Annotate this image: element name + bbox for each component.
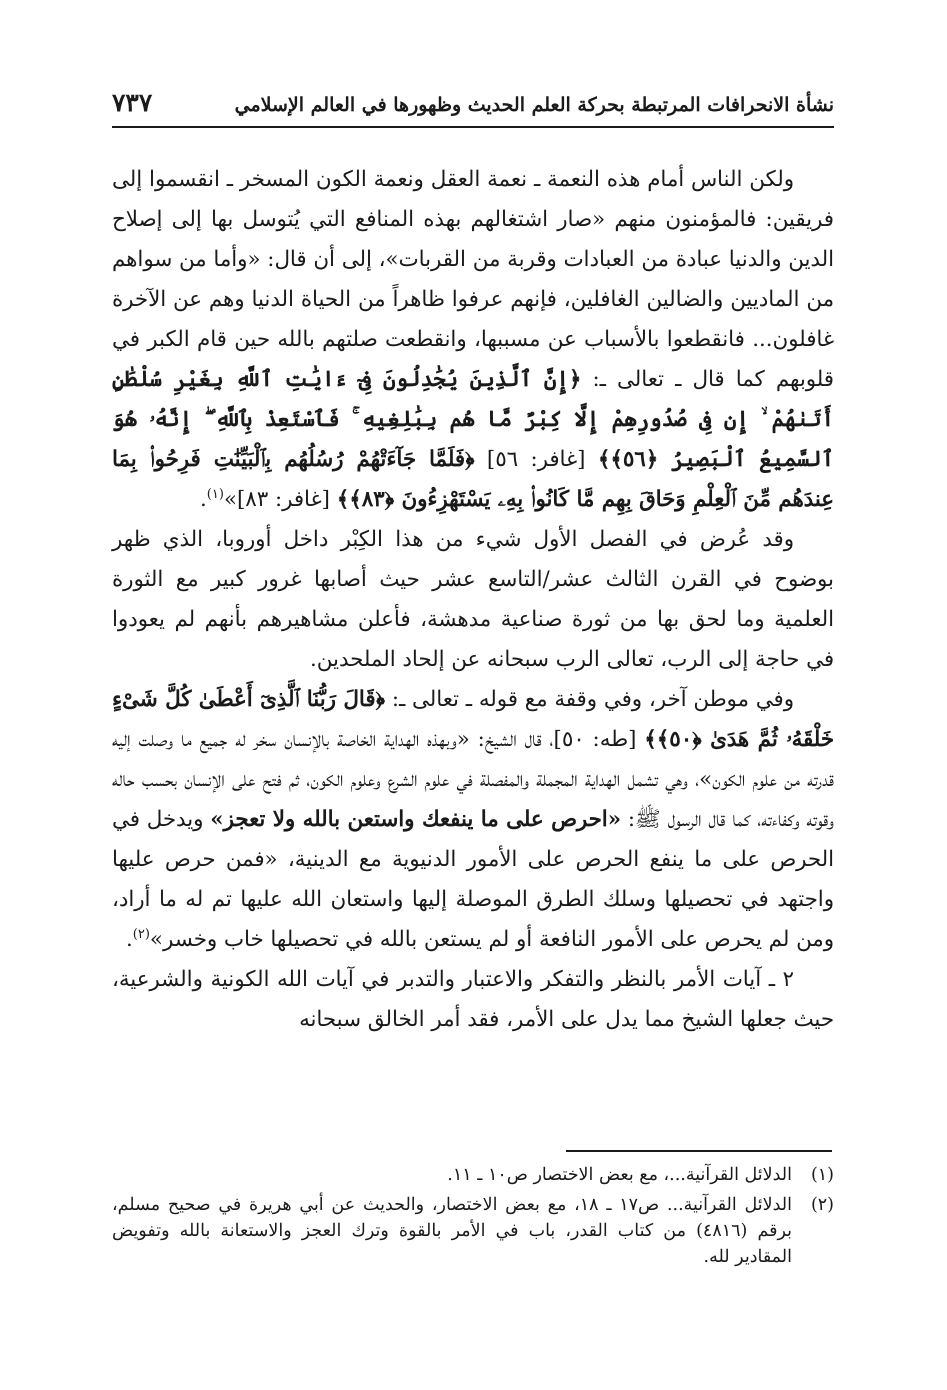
paragraph-3-start: وفي موطن آخر، وفي وقفة مع قوله ـ تعالى ـ:: [391, 687, 794, 712]
footnote-1-number: (١): [810, 1165, 834, 1185]
paragraph-1-text: ولكن الناس أمام هذه النعمة ـ نعمة العقل ونعمة الكون المسخر ـ انقسموا إلى فريقين: فالمؤمنون منهم «صار اشتغالهم بهذه المنافع التي يُتوسل بها إلى إصلاح الدين والدنيا عبادة من العبادات وقربة من القربات»، إلى أن قال: «وأما من سواهم من الماديين والضالين الغافلين، فإنهم عرفوا ظاهراً من الحياة الدنيا وهم عن الآخرة غافلون... فانقطعوا بالأسباب عن مسببها، وانقطعت صلتهم بالله حين قام الكبر في قلوبهم كما قال ـ تعالى ـ:: [112, 167, 834, 392]
footnote-1-text: الدلائل القرآنية...، مع بعض الاختصار ص١٠ ـ ١١.: [447, 1165, 792, 1185]
paragraph-2: وقد عُرض في الفصل الأول شيء من هذا الكِبْر داخل أوروبا، الذي ظهر بوضوح في القرن الثالث عشر/التاسع عشر حيث أصابها غرور كبير مع الثورة العلمية وما لحق بها من ثورة صناعية مدهشة، فأعلن مشاهيرهم بأنهم لم يعودوا في حاجة إلى الرب، تعالى الرب سبحانه عن إلحاد الملحدين.: [112, 527, 834, 672]
paragraph-3-middle: قال الشيخ: «وبهذه الهداية الخاصة بالإنسان سخر له جميع ما وصلت إليه قدرته من علوم الكون»، وهي تشمل الهداية المجملة والمفصلة في علوم الشرع وعلوم الكون، ثم فتح على الإنسان بحسب حاله وقوته وكفاءته، كما قال الرسول ﷺ:: [112, 727, 834, 832]
header-title: نشأة الانحرافات المرتبطة بحركة العلم الحديث وظهورها في العالم الإسلامي: [234, 94, 834, 116]
quran-verse-taha-50: ﴿قَالَ رَبُّنَا ٱلَّذِىٓ أَعْطَىٰ كُلَّ شَىْءٍ خَلْقَهُۥ ثُمَّ هَدَىٰ ﴿٥٠﴾﴾: [112, 687, 834, 752]
quran-verse-ghafir-56: ﴿إِنَّ ٱلَّذِينَ يُجَٰدِلُونَ فِىٓ ءَايَٰتِ ٱللَّهِ بِغَيْرِ سُلْطَٰنٍ أَتَىٰهُمْ ۙ إِن فِى صُدُورِهِمْ إِلَّا كِبْرٌ مَّا هُم بِبَٰلِغِيهِ ۚ فَٱسْتَعِذْ بِٱللَّهِ ۖ إِنَّهُۥ هُوَ ٱلسَّمِيعُ ٱلْبَصِيرُ ﴿٥٦﴾﴾: [112, 367, 834, 472]
quran-verse-ghafir-83: ﴿فَلَمَّا جَآءَتْهُمْ رُسُلُهُم بِٱلْبَيِّنَٰتِ فَرِحُوا۟ بِمَا عِندَهُم مِّنَ ٱلْعِلْمِ وَحَاقَ بِهِم مَّا كَانُوا۟ بِهِۦ يَسْتَهْزِءُونَ ﴿٨٣﴾﴾: [112, 447, 834, 512]
footnote-1: [112, 1162, 834, 1188]
footnote-2: [112, 1192, 834, 1270]
paragraph-1-end: .: [200, 487, 207, 512]
verse-reference-ghafir-56: [غافر: ٥٦]: [486, 447, 586, 472]
page-number: ٧٣٧: [112, 88, 153, 117]
paragraph-3-end: ويدخل في الحرص على ما ينفع الحرص على الأمور الدنيوية مع الدينية، «فمن حرص عليها واجتهد في تحصيلها وسلك الطرق الموصلة إليها واستعان الله عليها تم له ما أراد، ومن لم يحرص على الأمور النافعة أو لم يستعن بالله في تحصيلها خاب وخسر»: [112, 807, 834, 952]
footnotes-section: [112, 1162, 834, 1274]
paragraph-3-dot: .: [126, 927, 133, 952]
hadith-quote: «احرص على ما ينفعك واستعن بالله ولا تعجز»: [210, 807, 622, 832]
footnote-2-number: (٢): [810, 1195, 834, 1215]
footnote-marker-2: (٢): [132, 926, 150, 942]
verse-reference-ghafir-83: [غافر: ٨٣]»: [223, 487, 330, 512]
main-text: [112, 160, 834, 1040]
paragraph-1: [112, 160, 834, 520]
footnote-2-text: الدلائل القرآنية... ص١٧ ـ ١٨، مع بعض الاختصار، والحديث عن أبي هريرة في صحيح مسلم، برقم (٤٨١٦) من كتاب القدر، باب في الأمر بالقوة وترك العجز والاستعانة بالله وتفويض المقادير لله.: [112, 1195, 792, 1267]
paragraph-3: [112, 680, 834, 960]
running-header: [112, 86, 834, 128]
verse-reference-taha-50: [طه: ٥٠]،: [549, 727, 637, 752]
footnote-divider: [566, 1150, 832, 1152]
paragraph-4: ٢ ـ آيات الأمر بالنظر والتفكر والاعتبار والتدبر في آيات الله الكونية والشرعية، حيث جعلها الشيخ مما يدل على الأمر، فقد أمر الخالق سبحانه: [112, 967, 834, 1032]
footnote-marker-1: (١): [206, 486, 224, 502]
